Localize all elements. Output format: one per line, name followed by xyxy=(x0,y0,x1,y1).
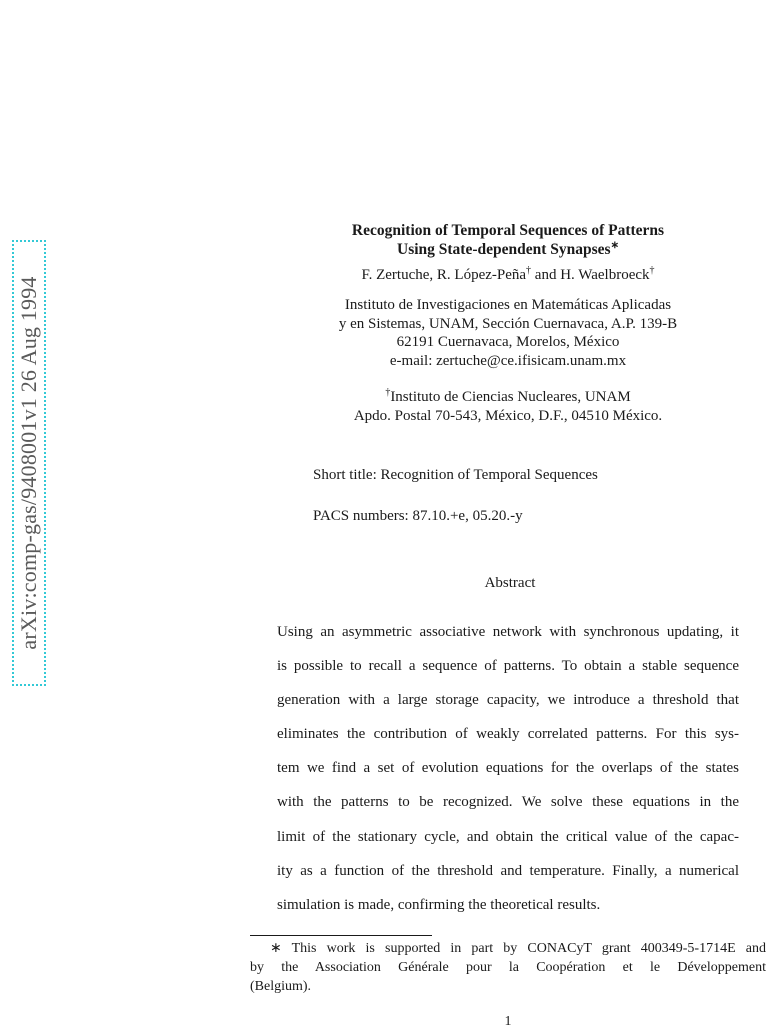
title-line-1: Recognition of Temporal Sequences of Patterns xyxy=(351,222,665,239)
abstract-line: with the patterns to be recognized. We solve these equations in the xyxy=(277,794,739,811)
affiliation-primary xyxy=(250,296,766,370)
abstract-line: ity as a function of the threshold and temperature. Finally, a numerical xyxy=(277,862,739,879)
affiliation-email: e-mail: zertuche@ce.ifisicam.unam.mx xyxy=(389,352,627,369)
author-list xyxy=(250,266,766,285)
affiliation-secondary xyxy=(250,388,766,426)
affiliation-line: Instituto de Investigaciones en Matemáticas Aplicadas xyxy=(344,297,672,313)
affiliation2-mark: † xyxy=(385,387,391,398)
affiliation2-line-1 xyxy=(250,388,766,407)
arxiv-identifier: arXiv:comp-gas/9408001v1 26 Aug 1994 xyxy=(16,276,41,650)
affiliation2-line-2: Apdo. Postal 70-543, México, D.F., 04510 México. xyxy=(353,408,663,424)
paper-title xyxy=(250,221,766,259)
author-names-2: and H. Waelbroeck xyxy=(531,267,650,283)
page-number: 1 xyxy=(504,1014,512,1029)
author-names-1: F. Zertuche, R. López-Peña xyxy=(361,267,527,283)
abstract-heading: Abstract xyxy=(484,575,536,591)
author-mark-2: † xyxy=(649,265,655,276)
abstract-line: Using an asymmetric associative network with synchronous updating, it xyxy=(277,624,739,640)
title-line-2 xyxy=(250,240,766,259)
affiliation-line: y en Sistemas, UNAM, Sección Cuernavaca, A.P. 139-B xyxy=(338,315,678,332)
affiliation-line: 62191 Cuernavaca, Morelos, México xyxy=(396,334,620,351)
title-line-2-text: Using State-dependent Synapses xyxy=(397,241,611,258)
footnote-line: by the Association Générale pour la Coopération et le Développement xyxy=(250,960,766,975)
abstract-line: is possible to recall a sequence of patterns. To obtain a stable sequence xyxy=(277,658,739,675)
abstract-line: tem we find a set of evolution equations for the overlaps of the states xyxy=(277,760,739,777)
abstract-line: eliminates the contribution of weakly correlated patterns. For this sys- xyxy=(277,726,739,743)
footnote-line: ∗ This work is supported in part by CONACyT grant 400349-5-1714E and xyxy=(270,941,766,956)
footnote-line: (Belgium). xyxy=(250,979,312,994)
footnote xyxy=(250,939,766,996)
affiliation2-name: Instituto de Ciencias Nucleares, UNAM xyxy=(390,389,631,405)
title-footnote-mark: ∗ xyxy=(610,240,619,251)
author-mark-1: † xyxy=(526,265,532,276)
pacs-numbers: PACS numbers: 87.10.+e, 05.20.-y xyxy=(313,508,523,524)
abstract-line: generation with a large storage capacity, we introduce a threshold that xyxy=(277,692,739,709)
abstract-body xyxy=(277,621,739,928)
abstract-line: simulation is made, confirming the theoretical results. xyxy=(277,896,601,913)
footnote-rule xyxy=(250,935,432,936)
abstract-line: limit of the stationary cycle, and obtain the critical value of the capac- xyxy=(277,828,739,845)
arxiv-stamp xyxy=(12,240,46,686)
short-title: Short title: Recognition of Temporal Sequences xyxy=(313,467,598,483)
